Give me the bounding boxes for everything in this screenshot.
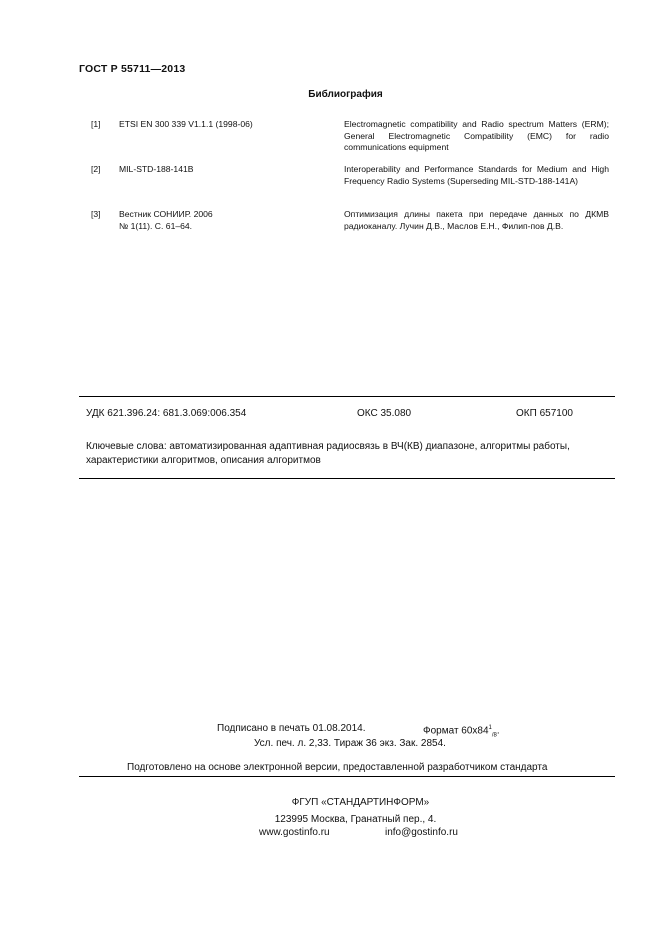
entry-number: [1] — [91, 119, 101, 129]
format-label: Формат 60x84 — [423, 725, 489, 737]
signed-date: Подписано в печать 01.08.2014. — [217, 723, 366, 734]
entry-source: ETSI EN 300 339 V1.1.1 (1998-06) — [119, 119, 253, 129]
format-end: . — [496, 725, 500, 737]
prepared-note: Подготовлено на основе электронной версии, предоставленной разработчиком стандарта — [127, 762, 548, 773]
entry-description: Interoperability and Performance Standards for Medium and High Frequency Radio Systems (Superseding MIL-STD-188-141A) — [344, 164, 609, 186]
publisher-address: 123995 Москва, Гранатный пер., 4. — [274, 814, 437, 825]
oks-code: ОКС 35.080 — [357, 408, 412, 419]
udk-code: УДК 621.396.24: 681.3.069:006.354 — [86, 408, 247, 419]
email-link[interactable]: info@gostinfo.ru — [385, 827, 458, 838]
divider — [79, 396, 615, 397]
entry-description: Electromagnetic compatibility and Radio spectrum Matters (ERM); General Electromagnetic Compatibility (EMC) for radio communications equipment — [344, 119, 609, 152]
format-sup: 1 — [488, 725, 492, 731]
entry-source-line: № 1(11). С. 61–64. — [119, 220, 193, 231]
format-sub: /8 — [491, 732, 497, 739]
print-info: Усл. печ. л. 2,33. Тираж 36 экз. Зак. 2854. — [254, 738, 446, 749]
publisher-name: ФГУП «СТАНДАРТИНФОРМ» — [291, 797, 430, 808]
entry-description: Оптимизация длины пакета при передаче данных по ДКМВ радиоканалу. Лучин Д.В., Маслов Е.Н., Филип-пов Д.В. — [344, 209, 609, 231]
entry-source: MIL-STD-188-141B — [119, 164, 194, 174]
divider — [79, 776, 615, 777]
bibliography-title: Библиография — [308, 89, 383, 100]
website-link[interactable]: www.gostinfo.ru — [259, 827, 330, 838]
entry-source — [119, 209, 319, 232]
entry-source-line: Вестник СОНИИР. 2006 — [119, 209, 213, 219]
entry-number: [2] — [91, 164, 101, 174]
standard-number: ГОСТ Р 55711—2013 — [79, 63, 186, 75]
entry-number: [3] — [91, 209, 101, 219]
okp-code: ОКП 657100 — [516, 408, 573, 419]
divider — [79, 478, 615, 479]
keywords: Ключевые слова: автоматизированная адаптивная радиосвязь в ВЧ(КВ) диапазоне, алгоритмы работы, характеристики алгоритмов, описания алгоритмов — [86, 441, 570, 466]
